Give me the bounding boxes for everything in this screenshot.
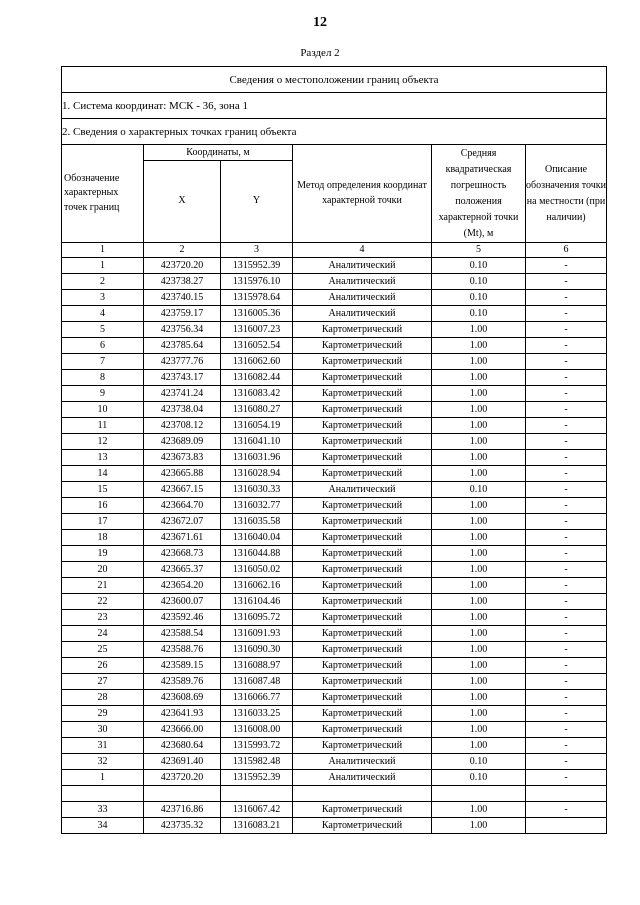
y-coordinate-cell: 1316083.21 — [221, 818, 293, 834]
y-coordinate-cell: 1315952.39 — [221, 258, 293, 274]
description-cell: - — [526, 498, 607, 514]
y-coordinate-cell: 1315952.39 — [221, 770, 293, 786]
point-number-cell: 23 — [62, 610, 144, 626]
table-row — [62, 354, 607, 370]
description-cell: - — [526, 722, 607, 738]
method-cell: Картометрический — [293, 738, 432, 754]
x-coordinate-cell: 423666.00 — [144, 722, 221, 738]
column-number: 5 — [432, 243, 526, 258]
point-number-cell: 12 — [62, 434, 144, 450]
error-cell: 1.00 — [432, 818, 526, 834]
description-cell: - — [526, 594, 607, 610]
x-coordinate-cell: 423735.32 — [144, 818, 221, 834]
y-coordinate-cell: 1316050.02 — [221, 562, 293, 578]
y-coordinate-cell: 1316091.93 — [221, 626, 293, 642]
method-cell: Картометрический — [293, 818, 432, 834]
column-number: 6 — [526, 243, 607, 258]
method-cell: Картометрический — [293, 338, 432, 354]
table-row — [62, 482, 607, 498]
error-cell: 0.10 — [432, 290, 526, 306]
x-coordinate-cell: 423743.17 — [144, 370, 221, 386]
header-method: Метод определения координат характерной точки — [293, 145, 432, 243]
error-cell: 0.10 — [432, 274, 526, 290]
error-cell: 1.00 — [432, 338, 526, 354]
table-row — [62, 626, 607, 642]
description-cell — [526, 786, 607, 802]
table-title: Сведения о местоположении границ объекта — [62, 67, 607, 93]
description-cell: - — [526, 706, 607, 722]
point-number-cell: 17 — [62, 514, 144, 530]
point-number-cell: 4 — [62, 306, 144, 322]
method-cell: Аналитический — [293, 290, 432, 306]
section-title: Раздел 2 — [300, 47, 340, 59]
method-cell: Картометрический — [293, 386, 432, 402]
method-cell: Аналитический — [293, 274, 432, 290]
y-coordinate-cell: 1316087.48 — [221, 674, 293, 690]
error-cell: 1.00 — [432, 402, 526, 418]
method-cell: Картометрический — [293, 498, 432, 514]
method-cell: Картометрический — [293, 354, 432, 370]
method-cell: Картометрический — [293, 578, 432, 594]
y-coordinate-cell: 1315978.64 — [221, 290, 293, 306]
error-cell: 0.10 — [432, 258, 526, 274]
page-number: 12 — [313, 15, 327, 30]
header-point-label: Обозначение характерных точек границ — [62, 145, 144, 243]
x-coordinate-cell: 423641.93 — [144, 706, 221, 722]
description-cell — [526, 818, 607, 834]
x-coordinate-cell: 423720.20 — [144, 258, 221, 274]
description-cell: - — [526, 450, 607, 466]
method-cell: Картометрический — [293, 690, 432, 706]
error-cell: 1.00 — [432, 642, 526, 658]
x-coordinate-cell: 423668.73 — [144, 546, 221, 562]
boundary-table — [61, 66, 607, 834]
method-cell: Картометрический — [293, 722, 432, 738]
x-coordinate-cell: 423588.54 — [144, 626, 221, 642]
y-coordinate-cell: 1316062.16 — [221, 578, 293, 594]
point-number-cell: 25 — [62, 642, 144, 658]
y-coordinate-cell: 1316031.96 — [221, 450, 293, 466]
x-coordinate-cell: 423785.64 — [144, 338, 221, 354]
point-number-cell: 1 — [62, 770, 144, 786]
description-cell: - — [526, 690, 607, 706]
method-cell: Картометрический — [293, 626, 432, 642]
y-coordinate-cell: 1316035.58 — [221, 514, 293, 530]
error-cell: 1.00 — [432, 322, 526, 338]
method-cell: Картометрический — [293, 562, 432, 578]
description-cell: - — [526, 514, 607, 530]
description-cell: - — [526, 466, 607, 482]
method-cell: Картометрический — [293, 514, 432, 530]
point-number-cell: 19 — [62, 546, 144, 562]
y-coordinate-cell: 1316067.42 — [221, 802, 293, 818]
x-coordinate-cell: 423672.07 — [144, 514, 221, 530]
error-cell: 1.00 — [432, 626, 526, 642]
y-coordinate-cell: 1316033.25 — [221, 706, 293, 722]
description-cell: - — [526, 578, 607, 594]
error-cell: 1.00 — [432, 722, 526, 738]
point-number-cell: 34 — [62, 818, 144, 834]
table-row — [62, 258, 607, 274]
y-coordinate-cell: 1315976.10 — [221, 274, 293, 290]
y-coordinate-cell: 1316005.36 — [221, 306, 293, 322]
table-row — [62, 322, 607, 338]
x-coordinate-cell: 423738.04 — [144, 402, 221, 418]
point-number-cell: 31 — [62, 738, 144, 754]
description-cell: - — [526, 562, 607, 578]
x-coordinate-cell: 423664.70 — [144, 498, 221, 514]
x-coordinate-cell: 423756.34 — [144, 322, 221, 338]
point-number-cell: 28 — [62, 690, 144, 706]
table-row — [62, 498, 607, 514]
x-coordinate-cell — [144, 786, 221, 802]
point-number-cell: 27 — [62, 674, 144, 690]
error-cell: 1.00 — [432, 674, 526, 690]
x-coordinate-cell: 423665.88 — [144, 466, 221, 482]
point-number-cell: 1 — [62, 258, 144, 274]
x-coordinate-cell: 423708.12 — [144, 418, 221, 434]
table-row — [62, 562, 607, 578]
table-row — [62, 754, 607, 770]
description-cell: - — [526, 610, 607, 626]
method-cell: Картометрический — [293, 706, 432, 722]
point-number-cell: 32 — [62, 754, 144, 770]
table-row — [62, 274, 607, 290]
description-cell: - — [526, 290, 607, 306]
column-number: 1 — [62, 243, 144, 258]
error-cell: 1.00 — [432, 546, 526, 562]
point-number-cell: 15 — [62, 482, 144, 498]
y-coordinate-cell: 1316062.60 — [221, 354, 293, 370]
point-number-cell: 10 — [62, 402, 144, 418]
y-coordinate-cell: 1316088.97 — [221, 658, 293, 674]
description-cell: - — [526, 642, 607, 658]
point-number-cell: 29 — [62, 706, 144, 722]
y-coordinate-cell: 1316052.54 — [221, 338, 293, 354]
y-coordinate-cell: 1316080.27 — [221, 402, 293, 418]
error-cell: 1.00 — [432, 354, 526, 370]
error-cell: 0.10 — [432, 482, 526, 498]
description-cell: - — [526, 354, 607, 370]
header-x: X — [144, 161, 221, 243]
table-row — [62, 594, 607, 610]
y-coordinate-cell: 1316008.00 — [221, 722, 293, 738]
y-coordinate-cell: 1316054.19 — [221, 418, 293, 434]
point-number-cell: 8 — [62, 370, 144, 386]
point-number-cell: 3 — [62, 290, 144, 306]
error-cell: 1.00 — [432, 466, 526, 482]
y-coordinate-cell: 1316095.72 — [221, 610, 293, 626]
y-coordinate-cell: 1316044.88 — [221, 546, 293, 562]
table-row — [62, 514, 607, 530]
error-cell: 1.00 — [432, 418, 526, 434]
description-cell: - — [526, 658, 607, 674]
table-row — [62, 450, 607, 466]
x-coordinate-cell: 423741.24 — [144, 386, 221, 402]
table-row — [62, 802, 607, 818]
description-cell: - — [526, 338, 607, 354]
y-coordinate-cell: 1316104.46 — [221, 594, 293, 610]
point-number-cell: 7 — [62, 354, 144, 370]
x-coordinate-cell: 423759.17 — [144, 306, 221, 322]
table-row — [62, 546, 607, 562]
error-cell: 1.00 — [432, 562, 526, 578]
error-cell — [432, 786, 526, 802]
separator-row — [62, 786, 607, 802]
column-number: 2 — [144, 243, 221, 258]
column-number-row — [62, 243, 607, 258]
method-cell: Картометрический — [293, 466, 432, 482]
point-number-cell: 13 — [62, 450, 144, 466]
x-coordinate-cell: 423667.15 — [144, 482, 221, 498]
description-cell: - — [526, 530, 607, 546]
x-coordinate-cell: 423777.76 — [144, 354, 221, 370]
table-row — [62, 658, 607, 674]
table-row — [62, 578, 607, 594]
error-cell: 1.00 — [432, 594, 526, 610]
table-row — [62, 770, 607, 786]
error-cell: 1.00 — [432, 738, 526, 754]
description-cell: - — [526, 738, 607, 754]
table-row — [62, 610, 607, 626]
table-row — [62, 434, 607, 450]
y-coordinate-cell: 1316032.77 — [221, 498, 293, 514]
description-cell: - — [526, 770, 607, 786]
description-cell: - — [526, 434, 607, 450]
description-cell: - — [526, 482, 607, 498]
method-cell: Картометрический — [293, 658, 432, 674]
y-coordinate-cell: 1316083.42 — [221, 386, 293, 402]
point-number-cell: 16 — [62, 498, 144, 514]
method-cell: Картометрический — [293, 610, 432, 626]
x-coordinate-cell: 423671.61 — [144, 530, 221, 546]
point-number-cell: 9 — [62, 386, 144, 402]
points-heading: 2. Сведения о характерных точках границ объекта — [62, 119, 607, 145]
method-cell: Картометрический — [293, 546, 432, 562]
description-cell: - — [526, 546, 607, 562]
coordinate-system: 1. Система координат: МСК - 36, зона 1 — [62, 93, 607, 119]
x-coordinate-cell: 423654.20 — [144, 578, 221, 594]
x-coordinate-cell: 423589.15 — [144, 658, 221, 674]
point-number-cell: 5 — [62, 322, 144, 338]
method-cell: Аналитический — [293, 258, 432, 274]
y-coordinate-cell: 1316028.94 — [221, 466, 293, 482]
method-cell: Картометрический — [293, 674, 432, 690]
y-coordinate-cell: 1316066.77 — [221, 690, 293, 706]
y-coordinate-cell: 1316090.30 — [221, 642, 293, 658]
point-number-cell: 11 — [62, 418, 144, 434]
point-number-cell: 30 — [62, 722, 144, 738]
table-row — [62, 642, 607, 658]
description-cell: - — [526, 258, 607, 274]
column-number: 4 — [293, 243, 432, 258]
x-coordinate-cell: 423689.09 — [144, 434, 221, 450]
method-cell: Картометрический — [293, 450, 432, 466]
x-coordinate-cell: 423716.86 — [144, 802, 221, 818]
method-cell — [293, 786, 432, 802]
error-cell: 0.10 — [432, 306, 526, 322]
point-number-cell: 14 — [62, 466, 144, 482]
table-row — [62, 466, 607, 482]
table-row — [62, 722, 607, 738]
description-cell: - — [526, 370, 607, 386]
description-cell: - — [526, 418, 607, 434]
header-error: Средняя квадратическая погрешность положения характерной точки (Mt), м — [432, 145, 526, 243]
description-cell: - — [526, 754, 607, 770]
description-cell: - — [526, 306, 607, 322]
point-number-cell: 18 — [62, 530, 144, 546]
table-row — [62, 402, 607, 418]
header-y: Y — [221, 161, 293, 243]
method-cell: Картометрический — [293, 802, 432, 818]
error-cell: 1.00 — [432, 658, 526, 674]
table-row — [62, 386, 607, 402]
description-cell: - — [526, 802, 607, 818]
x-coordinate-cell: 423600.07 — [144, 594, 221, 610]
y-coordinate-cell: 1316040.04 — [221, 530, 293, 546]
y-coordinate-cell: 1316041.10 — [221, 434, 293, 450]
description-cell: - — [526, 402, 607, 418]
error-cell: 1.00 — [432, 530, 526, 546]
table-row — [62, 738, 607, 754]
error-cell: 1.00 — [432, 434, 526, 450]
y-coordinate-cell: 1315982.48 — [221, 754, 293, 770]
x-coordinate-cell: 423589.76 — [144, 674, 221, 690]
error-cell: 1.00 — [432, 706, 526, 722]
error-cell: 1.00 — [432, 802, 526, 818]
point-number-cell: 20 — [62, 562, 144, 578]
error-cell: 0.10 — [432, 770, 526, 786]
x-coordinate-cell: 423665.37 — [144, 562, 221, 578]
description-cell: - — [526, 322, 607, 338]
method-cell: Аналитический — [293, 482, 432, 498]
point-number-cell: 24 — [62, 626, 144, 642]
error-cell: 1.00 — [432, 498, 526, 514]
table-row — [62, 290, 607, 306]
table-row — [62, 306, 607, 322]
method-cell: Картометрический — [293, 530, 432, 546]
x-coordinate-cell: 423740.15 — [144, 290, 221, 306]
point-number-cell: 26 — [62, 658, 144, 674]
method-cell: Аналитический — [293, 754, 432, 770]
table-row — [62, 370, 607, 386]
error-cell: 1.00 — [432, 370, 526, 386]
error-cell: 1.00 — [432, 514, 526, 530]
column-number: 3 — [221, 243, 293, 258]
error-cell: 1.00 — [432, 610, 526, 626]
header-coordinates: Координаты, м — [144, 145, 293, 161]
y-coordinate-cell: 1316082.44 — [221, 370, 293, 386]
table-row — [62, 690, 607, 706]
y-coordinate-cell: 1316030.33 — [221, 482, 293, 498]
table-row — [62, 530, 607, 546]
table-row — [62, 818, 607, 834]
x-coordinate-cell: 423592.46 — [144, 610, 221, 626]
x-coordinate-cell: 423720.20 — [144, 770, 221, 786]
method-cell: Картометрический — [293, 594, 432, 610]
x-coordinate-cell: 423673.83 — [144, 450, 221, 466]
description-cell: - — [526, 274, 607, 290]
error-cell: 1.00 — [432, 578, 526, 594]
y-coordinate-cell — [221, 786, 293, 802]
error-cell: 0.10 — [432, 754, 526, 770]
error-cell: 1.00 — [432, 386, 526, 402]
table-row — [62, 706, 607, 722]
x-coordinate-cell: 423691.40 — [144, 754, 221, 770]
description-cell: - — [526, 386, 607, 402]
point-number-cell — [62, 786, 144, 802]
header-description: Описание обозначения точки на местности (при наличии) — [526, 145, 607, 243]
y-coordinate-cell: 1316007.23 — [221, 322, 293, 338]
error-cell: 1.00 — [432, 450, 526, 466]
point-number-cell: 21 — [62, 578, 144, 594]
method-cell: Картометрический — [293, 642, 432, 658]
method-cell: Аналитический — [293, 770, 432, 786]
method-cell: Картометрический — [293, 322, 432, 338]
x-coordinate-cell: 423738.27 — [144, 274, 221, 290]
point-number-cell: 6 — [62, 338, 144, 354]
method-cell: Аналитический — [293, 306, 432, 322]
method-cell: Картометрический — [293, 418, 432, 434]
method-cell: Картометрический — [293, 370, 432, 386]
x-coordinate-cell: 423680.64 — [144, 738, 221, 754]
table-row — [62, 418, 607, 434]
table-row — [62, 338, 607, 354]
point-number-cell: 22 — [62, 594, 144, 610]
point-number-cell: 2 — [62, 274, 144, 290]
method-cell: Картометрический — [293, 434, 432, 450]
x-coordinate-cell: 423608.69 — [144, 690, 221, 706]
method-cell: Картометрический — [293, 402, 432, 418]
x-coordinate-cell: 423588.76 — [144, 642, 221, 658]
table-row — [62, 674, 607, 690]
point-number-cell: 33 — [62, 802, 144, 818]
y-coordinate-cell: 1315993.72 — [221, 738, 293, 754]
error-cell: 1.00 — [432, 690, 526, 706]
description-cell: - — [526, 626, 607, 642]
description-cell: - — [526, 674, 607, 690]
